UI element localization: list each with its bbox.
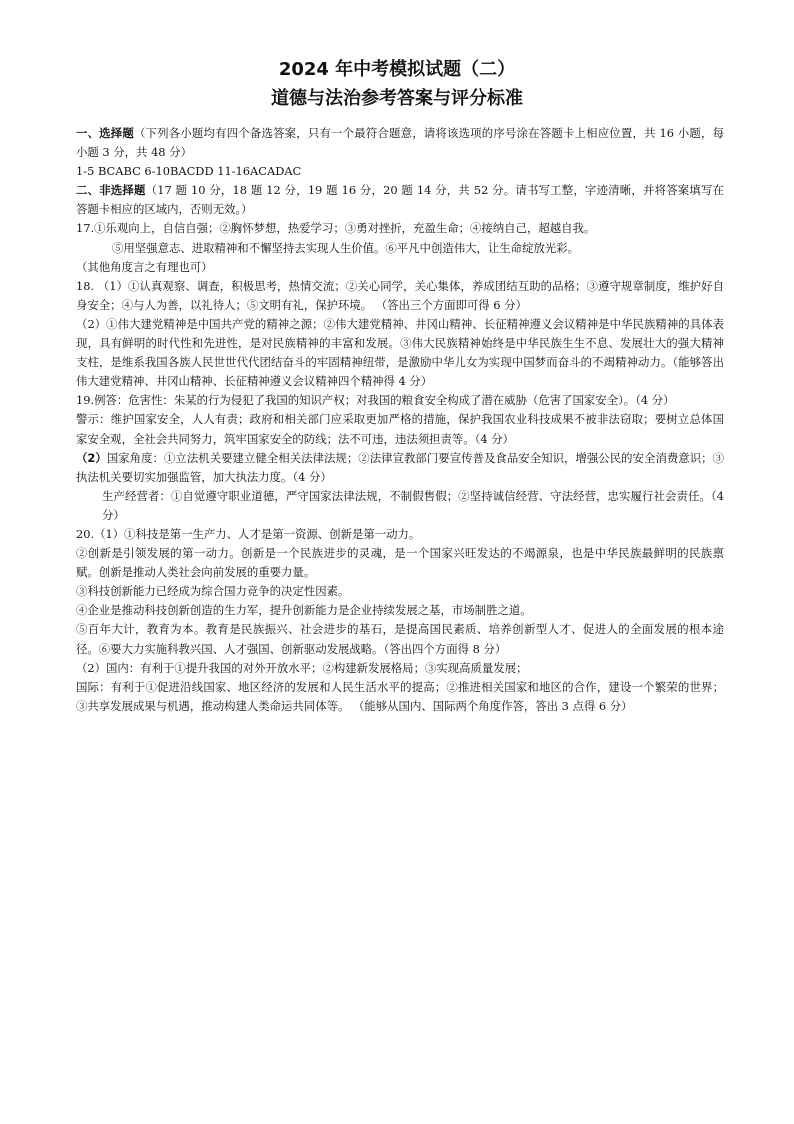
q20-line-2: ②创新是引领发展的第一动力。创新是一个民族进步的灵魂，是一个国家兴旺发达的不竭源泉，也是中华民族最鲜明的民族禀赋。创新是推动人类社会向前发展的重要力量。: [76, 546, 724, 580]
q19-part-1-warning: 警示：维护国家安全，人人有责；政府和相关部门应采取更加严格的措施，保护我国农业科技成果不被非法窃取；要树立总体国家安全观，全社会共同努力，筑牢国家安全的防线；法不可违，违法须担责等。（4 分）: [76, 412, 724, 446]
q17-line-2: ⑤用坚强意志、进取精神和不懈坚持去实现人生价值。⑥平凡中创造伟大，让生命绽放光彩。: [112, 240, 580, 255]
q17-line-1: 17.①乐观向上，自信自强；②胸怀梦想，热爱学习；③勇对挫折，充盈生命；④接纳自己，超越自我。: [76, 221, 596, 236]
q19-part-1-harm: 19.例答：危害性：朱某的行为侵犯了我国的知识产权；对我国的粮食安全构成了潜在威胁（危害了国家安全）。（4 分）: [76, 393, 675, 408]
q18-part-2: （2）①伟大建党精神是中国共产党的精神之源；②伟大建党精神、井冈山精神、长征精神遵义会议精神是中华民族精神的具体表现，具有鲜明的时代性和先进性，是对民族精神的丰富和发展。③伟大民族精神始终是中华民族生生不息、发展壮大的强大精神支柱，是维系我国各族人民世世代代团结奋斗的牢固精神纽带，是激励中华儿女为实现中国梦而奋斗的不竭精神动力。（能够答出伟大建党精神、井冈山精神、长征精神遵义会议精神四个精神得 4 分）: [76, 316, 724, 389]
section-1-description: （下列各小题均有四个备选答案，只有一个最符合题意，请将该选项的序号涂在答题卡上相应位置，共 16 小题，每小题 3 分，共 48 分）: [76, 126, 724, 160]
page-title: 2024 年中考模拟试题（二）: [278, 59, 516, 80]
q20-line-5: ⑤百年大计，教育为本。教育是民族振兴、社会进步的基石，是提高国民素质、培养创新型人才、促进人的全面发展的根本途径。⑥要大力实施科教兴国、人才强国、创新驱动发展战略。（答出四个方面得 8 分）: [76, 622, 724, 656]
q19-part-2-state: [76, 449, 724, 487]
q20-line-6: （2）国内：有利于①提升我国的对外开放水平；②构建新发展格局；③实现高质量发展；: [76, 660, 528, 675]
q17-note: （其他角度言之有理也可）: [76, 259, 213, 274]
section-2-heading: 二、非选择题: [76, 183, 146, 198]
page-subtitle: 道德与法治参考答案与评分标准: [271, 88, 523, 109]
q20-line-3: ③科技创新能力已经成为综合国力竞争的决定性因素。: [76, 584, 350, 599]
q20-line-1: 20.（1）①科技是第一生产力、人才是第一资源、创新是第一动力。: [76, 526, 421, 541]
q19-part-2-state-text: 国家角度：①立法机关要建立健全相关法律法规；②法律宣教部门要宣传普及食品安全知识，增强公民的安全消费意识；③执法机关要切实加强监管，加大执法力度。（4 分）: [76, 450, 724, 484]
q19-part-2-producer: 生产经营者：①自觉遵守职业道德，严守国家法律法规，不制假售假；②坚持诚信经营、守法经营，忠实履行社会责任。（4 分）: [102, 488, 724, 522]
section-1-heading: 一、选择题: [76, 126, 134, 140]
section-2-description: （17 题 10 分，18 题 12 分，19 题 16 分，20 题 14 分，共 52 分。请书写工整，字迹清晰，并将答案填写在答题卡相应的区域内，否则无效。）: [76, 183, 724, 217]
section-2: [76, 181, 724, 219]
section-1: [76, 124, 724, 162]
q20-line-7: 国际：有利于①促进沿线国家、地区经济的发展和人民生活水平的提高；②推进相关国家和地区的合作，建设一个繁荣的世界；③共享发展成果与机遇，推动构建人类命运共同体等。 （能够从国内、国际两个角度作答，答出 3 点得 6 分）: [76, 679, 724, 713]
q18-part-1: 18. （1）①认真观察、调查，积极思考，热情交流；②关心同学，关心集体，养成团结互助的品格；③遵守规章制度，维护好自身安全；④与人为善，以礼待人；⑤文明有礼，保护环境。 （答出三个方面即可得 6 分）: [76, 278, 724, 312]
q19-part-2-label: （2）: [76, 450, 107, 465]
answer-body: [76, 124, 724, 716]
section-1-answers: 1-5 BCABC 6-10BACDD 11-16ACADAC: [76, 164, 302, 179]
q20-line-4: ④企业是推动科技创新创造的生力军，提升创新能力是企业持续发展之基，市场制胜之道。: [76, 603, 532, 618]
